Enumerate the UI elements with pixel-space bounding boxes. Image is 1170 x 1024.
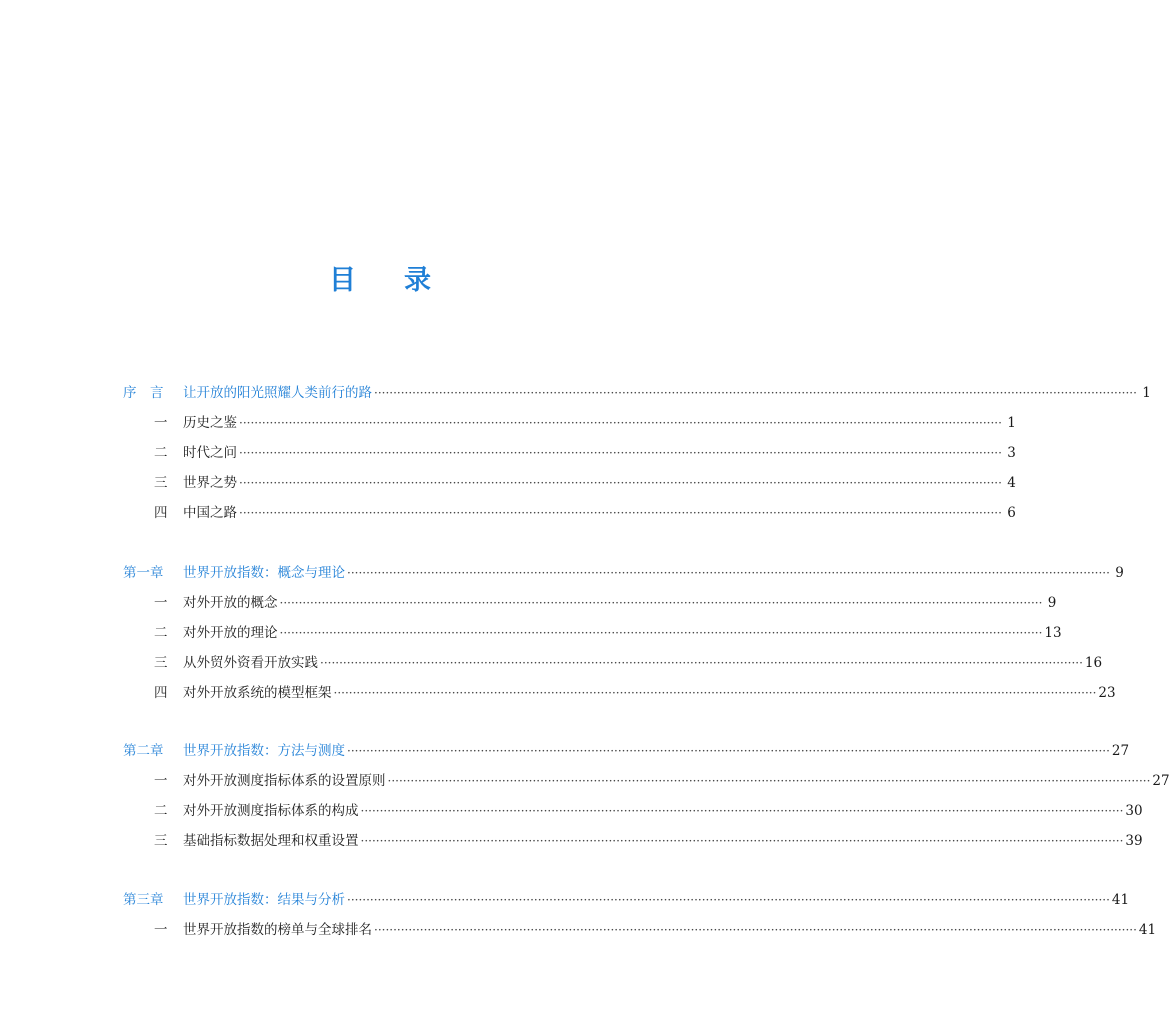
- toc-section-row[interactable]: [123, 683, 1116, 703]
- toc-page-number: 41: [1138, 922, 1157, 938]
- toc-entry-title: 世界开放指数：结果与分析: [183, 892, 345, 908]
- toc-entry-number: 一: [154, 773, 168, 789]
- toc-entry-number: 三: [154, 833, 168, 849]
- toc-entry-number: 一: [154, 922, 168, 938]
- toc-leader-dots: ········································································································································································································: [347, 566, 1110, 580]
- toc-chapter-row[interactable]: [123, 890, 1130, 910]
- toc-page-number: 9: [1047, 595, 1057, 611]
- toc-entry-title: 从外贸外资看开放实践: [183, 655, 318, 671]
- toc-chapter-row[interactable]: [123, 383, 1151, 403]
- toc-entry-number: 第二章: [123, 743, 164, 759]
- toc-entry-title: 对外开放测度指标体系的构成: [183, 803, 359, 819]
- toc-entry-number: 序 言: [123, 385, 164, 401]
- toc-entry-title: 中国之路: [183, 505, 237, 521]
- toc-page-number: 23: [1098, 685, 1116, 701]
- toc-leader-dots: ········································································································································································································: [279, 626, 1043, 640]
- toc-leader-dots: ········································································································································································································: [360, 834, 1124, 848]
- toc-entry-number: 一: [154, 415, 168, 431]
- toc-section-row[interactable]: [123, 473, 1016, 493]
- toc-entry-number: 四: [154, 505, 168, 521]
- toc-section-row[interactable]: [123, 771, 1170, 791]
- toc-entry-number: 四: [154, 685, 168, 701]
- toc-entry-title: 让开放的阳光照耀人类前行的路: [183, 385, 372, 401]
- page-title: [0, 258, 760, 297]
- toc-entry-title: 时代之问: [183, 445, 237, 461]
- title-char-2: 录: [404, 265, 431, 296]
- toc-entry-title: 历史之鉴: [183, 415, 237, 431]
- toc-leader-dots: ········································································································································································································: [239, 446, 1002, 460]
- toc-entry-title: 世界开放指数：概念与理论: [183, 565, 345, 581]
- toc-leader-dots: ········································································································································································································: [347, 893, 1110, 907]
- toc-chapter-row[interactable]: [123, 563, 1124, 583]
- toc-entry-title: 世界开放指数：方法与测度: [183, 743, 345, 759]
- toc-entry-number: 第一章: [123, 565, 164, 581]
- toc-entry-number: 第三章: [123, 892, 164, 908]
- toc-entry-number: 三: [154, 655, 168, 671]
- title-char-1: 目: [329, 265, 356, 296]
- toc-section-row[interactable]: [123, 920, 1157, 940]
- toc-page-number: 41: [1111, 892, 1130, 908]
- toc-entry-title: 对外开放系统的模型框架: [183, 685, 332, 701]
- toc-entry-title: 世界之势: [183, 475, 237, 491]
- toc-section-row[interactable]: [123, 831, 1143, 851]
- toc-page-number: 3: [1007, 445, 1016, 461]
- toc-leader-dots: ········································································································································································································: [387, 774, 1151, 788]
- toc-page-number: 13: [1044, 625, 1062, 641]
- toc-leader-dots: ········································································································································································································: [239, 476, 1002, 490]
- toc-page-number: 4: [1007, 475, 1016, 491]
- toc-entry-title: 世界开放指数的榜单与全球排名: [183, 922, 372, 938]
- toc-leader-dots: ········································································································································································································: [374, 386, 1137, 400]
- toc-entry-title: 对外开放的理论: [183, 625, 278, 641]
- toc-section-row[interactable]: [123, 443, 1016, 463]
- toc-chapter-row[interactable]: [123, 741, 1130, 761]
- toc-page-number: 27: [1152, 773, 1170, 789]
- toc-leader-dots: ········································································································································································································: [360, 804, 1124, 818]
- toc-page-number: 39: [1125, 833, 1143, 849]
- toc-section-row[interactable]: [123, 653, 1103, 673]
- toc-leader-dots: ········································································································································································································: [374, 923, 1137, 937]
- toc-page-number: 30: [1125, 803, 1143, 819]
- toc-entry-number: 三: [154, 475, 168, 491]
- toc-entry-number: 二: [154, 445, 168, 461]
- toc-entry-title: 对外开放的概念: [183, 595, 278, 611]
- toc-section-row[interactable]: [123, 801, 1143, 821]
- toc-page-number: 9: [1115, 565, 1124, 581]
- toc-section-row[interactable]: [123, 413, 1016, 433]
- toc-leader-dots: ········································································································································································································: [347, 744, 1110, 758]
- toc-leader-dots: ········································································································································································································: [239, 416, 1002, 430]
- toc-leader-dots: ········································································································································································································: [239, 506, 1002, 520]
- toc-leader-dots: ········································································································································································································: [279, 596, 1043, 610]
- toc-leader-dots: ········································································································································································································: [320, 656, 1083, 670]
- toc-entry-number: 二: [154, 803, 168, 819]
- toc-section-row[interactable]: [123, 623, 1062, 643]
- toc-section-row[interactable]: [123, 503, 1016, 523]
- toc-entry-title: 基础指标数据处理和权重设置: [183, 833, 359, 849]
- toc-page-number: 1: [1007, 415, 1016, 431]
- toc-page-number: 6: [1007, 505, 1016, 521]
- toc-entry-number: 二: [154, 625, 168, 641]
- toc-page-number: 16: [1084, 655, 1103, 671]
- toc-entry-title: 对外开放测度指标体系的设置原则: [183, 773, 386, 789]
- toc-section-row[interactable]: [123, 593, 1057, 613]
- toc-page-number: 27: [1111, 743, 1130, 759]
- toc-entry-number: 一: [154, 595, 168, 611]
- toc-page-number: 1: [1142, 385, 1151, 401]
- toc-leader-dots: ········································································································································································································: [333, 686, 1097, 700]
